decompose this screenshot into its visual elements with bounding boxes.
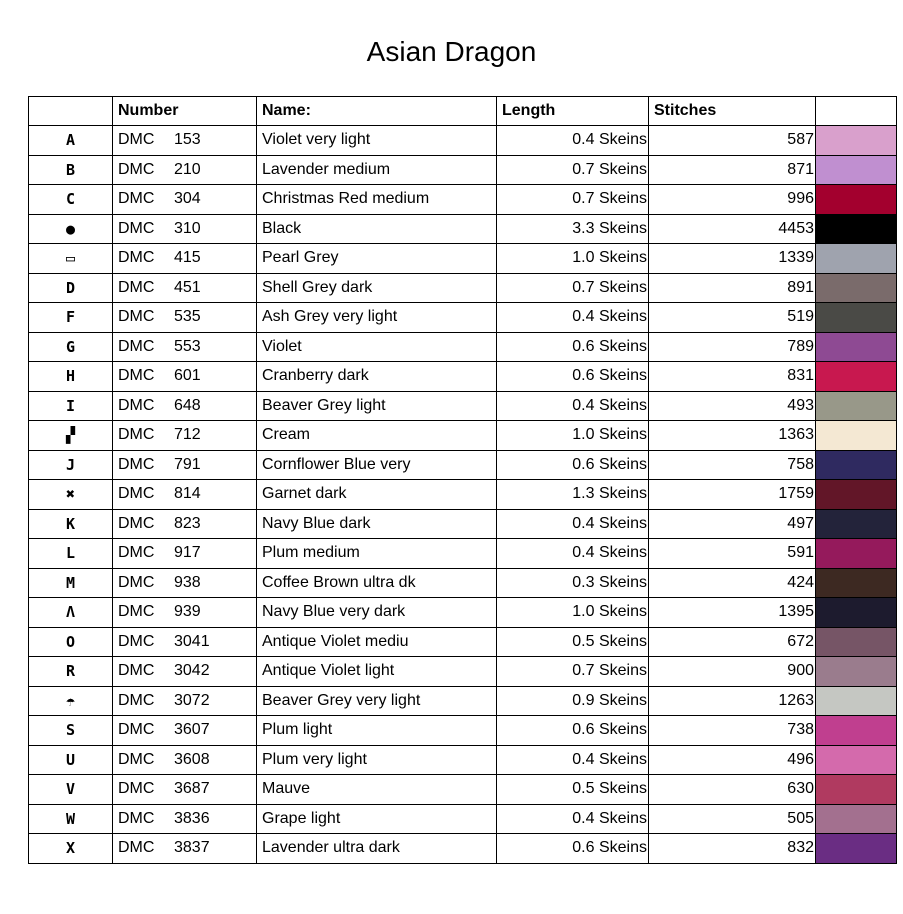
- header-stitches: Stitches: [649, 97, 816, 126]
- color-swatch: [816, 244, 896, 273]
- brand-label: DMC: [118, 780, 155, 798]
- color-swatch: [816, 539, 896, 568]
- stitches-cell: 493: [649, 391, 816, 421]
- floss-code: 304: [174, 190, 201, 208]
- symbol-cell: ☂: [29, 686, 113, 716]
- header-number: Number: [113, 97, 257, 126]
- symbol-cell: J: [29, 450, 113, 480]
- stitches-cell: 497: [649, 509, 816, 539]
- brand-label: DMC: [118, 337, 155, 355]
- length-cell: 0.6 Skeins: [497, 834, 649, 864]
- name-cell: Lavender ultra dark: [257, 834, 497, 864]
- number-cell: [113, 804, 257, 834]
- floss-code: 938: [174, 573, 201, 591]
- table-row: [29, 598, 897, 628]
- stitches-cell: 871: [649, 155, 816, 185]
- floss-table: [28, 96, 897, 864]
- length-cell: 0.4 Skeins: [497, 804, 649, 834]
- color-swatch: [816, 657, 896, 686]
- symbol-cell: ●: [29, 214, 113, 244]
- table-row: [29, 126, 897, 156]
- brand-label: DMC: [118, 839, 155, 857]
- symbol-cell: U: [29, 745, 113, 775]
- symbol-cell: ✖: [29, 480, 113, 510]
- brand-label: DMC: [118, 514, 155, 532]
- symbol-cell: ▭: [29, 244, 113, 274]
- number-cell: [113, 745, 257, 775]
- number-cell: [113, 273, 257, 303]
- brand-label: DMC: [118, 662, 155, 680]
- stitches-cell: 789: [649, 332, 816, 362]
- name-cell: Black: [257, 214, 497, 244]
- table-row: [29, 450, 897, 480]
- brand-label: DMC: [118, 544, 155, 562]
- name-cell: Plum light: [257, 716, 497, 746]
- name-cell: Ash Grey very light: [257, 303, 497, 333]
- number-cell: [113, 627, 257, 657]
- name-cell: Shell Grey dark: [257, 273, 497, 303]
- number-cell: [113, 391, 257, 421]
- length-cell: 0.5 Skeins: [497, 627, 649, 657]
- floss-code: 601: [174, 367, 201, 385]
- table-row: [29, 214, 897, 244]
- length-cell: 0.7 Skeins: [497, 155, 649, 185]
- color-swatch-cell: [816, 421, 897, 451]
- color-swatch-cell: [816, 303, 897, 333]
- table-row: [29, 804, 897, 834]
- length-cell: 0.4 Skeins: [497, 303, 649, 333]
- floss-code: 3687: [174, 780, 210, 798]
- header-length: Length: [497, 97, 649, 126]
- color-swatch: [816, 333, 896, 362]
- color-swatch: [816, 805, 896, 834]
- stitches-cell: 758: [649, 450, 816, 480]
- symbol-cell: X: [29, 834, 113, 864]
- length-cell: 0.9 Skeins: [497, 686, 649, 716]
- name-cell: Navy Blue dark: [257, 509, 497, 539]
- floss-code: 415: [174, 249, 201, 267]
- color-swatch-cell: [816, 391, 897, 421]
- header-name: Name:: [257, 97, 497, 126]
- table-row: [29, 745, 897, 775]
- color-swatch-cell: [816, 775, 897, 805]
- brand-label: DMC: [118, 308, 155, 326]
- table-row: [29, 716, 897, 746]
- color-swatch: [816, 215, 896, 244]
- stitches-cell: 591: [649, 539, 816, 569]
- symbol-cell: S: [29, 716, 113, 746]
- color-swatch: [816, 303, 896, 332]
- color-swatch: [816, 185, 896, 214]
- length-cell: 0.5 Skeins: [497, 775, 649, 805]
- floss-code: 648: [174, 396, 201, 414]
- number-cell: [113, 362, 257, 392]
- color-swatch: [816, 746, 896, 775]
- stitches-cell: 832: [649, 834, 816, 864]
- table-row: [29, 775, 897, 805]
- floss-code: 553: [174, 337, 201, 355]
- stitches-cell: 831: [649, 362, 816, 392]
- floss-code: 3041: [174, 632, 210, 650]
- number-cell: [113, 657, 257, 687]
- floss-code: 939: [174, 603, 201, 621]
- number-cell: [113, 332, 257, 362]
- length-cell: 0.7 Skeins: [497, 273, 649, 303]
- table-row: [29, 273, 897, 303]
- color-swatch-cell: [816, 185, 897, 215]
- color-swatch-cell: [816, 480, 897, 510]
- floss-code: 814: [174, 485, 201, 503]
- symbol-cell: K: [29, 509, 113, 539]
- stitches-cell: 587: [649, 126, 816, 156]
- stitches-cell: 519: [649, 303, 816, 333]
- brand-label: DMC: [118, 603, 155, 621]
- symbol-cell: B: [29, 155, 113, 185]
- stitches-cell: 424: [649, 568, 816, 598]
- symbol-cell: O: [29, 627, 113, 657]
- color-swatch-cell: [816, 509, 897, 539]
- floss-code: 3072: [174, 691, 210, 709]
- floss-code: 3608: [174, 750, 210, 768]
- stitches-cell: 900: [649, 657, 816, 687]
- name-cell: Plum very light: [257, 745, 497, 775]
- length-cell: 0.6 Skeins: [497, 362, 649, 392]
- brand-label: DMC: [118, 691, 155, 709]
- name-cell: Navy Blue very dark: [257, 598, 497, 628]
- table-row: [29, 421, 897, 451]
- number-cell: [113, 303, 257, 333]
- name-cell: Mauve: [257, 775, 497, 805]
- color-swatch-cell: [816, 568, 897, 598]
- symbol-cell: W: [29, 804, 113, 834]
- length-cell: 1.0 Skeins: [497, 598, 649, 628]
- number-cell: [113, 686, 257, 716]
- length-cell: 3.3 Skeins: [497, 214, 649, 244]
- name-cell: Plum medium: [257, 539, 497, 569]
- stitches-cell: 672: [649, 627, 816, 657]
- number-cell: [113, 155, 257, 185]
- number-cell: [113, 185, 257, 215]
- table-row: [29, 362, 897, 392]
- color-swatch-cell: [816, 214, 897, 244]
- brand-label: DMC: [118, 426, 155, 444]
- floss-code: 917: [174, 544, 201, 562]
- name-cell: Antique Violet mediu: [257, 627, 497, 657]
- brand-label: DMC: [118, 249, 155, 267]
- brand-label: DMC: [118, 573, 155, 591]
- color-swatch: [816, 510, 896, 539]
- color-swatch-cell: [816, 598, 897, 628]
- length-cell: 1.3 Skeins: [497, 480, 649, 510]
- symbol-cell: R: [29, 657, 113, 687]
- color-swatch-cell: [816, 362, 897, 392]
- stitches-cell: 4453: [649, 214, 816, 244]
- table-row: [29, 834, 897, 864]
- name-cell: Cranberry dark: [257, 362, 497, 392]
- number-cell: [113, 126, 257, 156]
- brand-label: DMC: [118, 721, 155, 739]
- name-cell: Coffee Brown ultra dk: [257, 568, 497, 598]
- floss-code: 535: [174, 308, 201, 326]
- table-header-row: [29, 97, 897, 126]
- color-swatch-cell: [816, 273, 897, 303]
- floss-code: 210: [174, 160, 201, 178]
- table-row: [29, 539, 897, 569]
- floss-code: 451: [174, 278, 201, 296]
- name-cell: Cream: [257, 421, 497, 451]
- length-cell: 0.6 Skeins: [497, 332, 649, 362]
- brand-label: DMC: [118, 396, 155, 414]
- name-cell: Grape light: [257, 804, 497, 834]
- floss-code: 3837: [174, 839, 210, 857]
- color-swatch: [816, 569, 896, 598]
- table-row: [29, 155, 897, 185]
- color-swatch-cell: [816, 450, 897, 480]
- length-cell: 1.0 Skeins: [497, 244, 649, 274]
- symbol-cell: I: [29, 391, 113, 421]
- number-cell: [113, 509, 257, 539]
- color-swatch-cell: [816, 686, 897, 716]
- number-cell: [113, 480, 257, 510]
- color-swatch: [816, 451, 896, 480]
- length-cell: 0.4 Skeins: [497, 539, 649, 569]
- table-row: [29, 480, 897, 510]
- color-swatch: [816, 687, 896, 716]
- symbol-cell: M: [29, 568, 113, 598]
- brand-label: DMC: [118, 809, 155, 827]
- brand-label: DMC: [118, 485, 155, 503]
- floss-code: 3042: [174, 662, 210, 680]
- number-cell: [113, 244, 257, 274]
- table-row: [29, 568, 897, 598]
- stitches-cell: 1339: [649, 244, 816, 274]
- length-cell: 0.7 Skeins: [497, 185, 649, 215]
- name-cell: Antique Violet light: [257, 657, 497, 687]
- floss-code: 823: [174, 514, 201, 532]
- name-cell: Violet: [257, 332, 497, 362]
- floss-code: 3607: [174, 721, 210, 739]
- symbol-cell: L: [29, 539, 113, 569]
- table-row: [29, 509, 897, 539]
- length-cell: 0.4 Skeins: [497, 126, 649, 156]
- floss-code: 310: [174, 219, 201, 237]
- color-swatch: [816, 362, 896, 391]
- table-row: [29, 185, 897, 215]
- color-swatch-cell: [816, 126, 897, 156]
- color-swatch: [816, 598, 896, 627]
- symbol-cell: Λ: [29, 598, 113, 628]
- floss-code: 3836: [174, 809, 210, 827]
- color-swatch-cell: [816, 244, 897, 274]
- brand-label: DMC: [118, 219, 155, 237]
- color-swatch: [816, 392, 896, 421]
- table-row: [29, 657, 897, 687]
- length-cell: 0.4 Skeins: [497, 509, 649, 539]
- brand-label: DMC: [118, 632, 155, 650]
- color-swatch-cell: [816, 332, 897, 362]
- number-cell: [113, 834, 257, 864]
- stitches-cell: 891: [649, 273, 816, 303]
- table-row: [29, 627, 897, 657]
- stitches-cell: 496: [649, 745, 816, 775]
- color-swatch: [816, 421, 896, 450]
- table-row: [29, 391, 897, 421]
- name-cell: Beaver Grey very light: [257, 686, 497, 716]
- number-cell: [113, 598, 257, 628]
- symbol-cell: ▞: [29, 421, 113, 451]
- length-cell: 0.4 Skeins: [497, 745, 649, 775]
- length-cell: 0.3 Skeins: [497, 568, 649, 598]
- number-cell: [113, 568, 257, 598]
- color-swatch-cell: [816, 539, 897, 569]
- stitches-cell: 1263: [649, 686, 816, 716]
- table-row: [29, 332, 897, 362]
- color-swatch: [816, 156, 896, 185]
- symbol-cell: F: [29, 303, 113, 333]
- color-swatch: [816, 628, 896, 657]
- number-cell: [113, 450, 257, 480]
- header-symbol: [29, 97, 113, 126]
- name-cell: Garnet dark: [257, 480, 497, 510]
- stitches-cell: 630: [649, 775, 816, 805]
- symbol-cell: V: [29, 775, 113, 805]
- color-swatch: [816, 480, 896, 509]
- number-cell: [113, 539, 257, 569]
- symbol-cell: G: [29, 332, 113, 362]
- length-cell: 0.4 Skeins: [497, 391, 649, 421]
- symbol-cell: D: [29, 273, 113, 303]
- floss-code: 153: [174, 131, 201, 149]
- floss-code: 791: [174, 455, 201, 473]
- length-cell: 0.7 Skeins: [497, 657, 649, 687]
- brand-label: DMC: [118, 750, 155, 768]
- stitches-cell: 1395: [649, 598, 816, 628]
- name-cell: Lavender medium: [257, 155, 497, 185]
- table-row: [29, 244, 897, 274]
- color-swatch: [816, 274, 896, 303]
- name-cell: Christmas Red medium: [257, 185, 497, 215]
- color-swatch-cell: [816, 745, 897, 775]
- color-swatch: [816, 834, 896, 863]
- length-cell: 1.0 Skeins: [497, 421, 649, 451]
- brand-label: DMC: [118, 455, 155, 473]
- number-cell: [113, 214, 257, 244]
- floss-code: 712: [174, 426, 201, 444]
- symbol-cell: H: [29, 362, 113, 392]
- brand-label: DMC: [118, 190, 155, 208]
- table-row: [29, 303, 897, 333]
- page-title: Asian Dragon: [366, 36, 537, 67]
- header-color: [816, 97, 897, 126]
- color-swatch: [816, 716, 896, 745]
- number-cell: [113, 716, 257, 746]
- brand-label: DMC: [118, 160, 155, 178]
- number-cell: [113, 421, 257, 451]
- color-swatch-cell: [816, 627, 897, 657]
- color-swatch-cell: [816, 657, 897, 687]
- color-swatch-cell: [816, 155, 897, 185]
- name-cell: Pearl Grey: [257, 244, 497, 274]
- name-cell: Violet very light: [257, 126, 497, 156]
- number-cell: [113, 775, 257, 805]
- length-cell: 0.6 Skeins: [497, 716, 649, 746]
- length-cell: 0.6 Skeins: [497, 450, 649, 480]
- stitches-cell: 1363: [649, 421, 816, 451]
- table-row: [29, 686, 897, 716]
- stitches-cell: 738: [649, 716, 816, 746]
- name-cell: Cornflower Blue very: [257, 450, 497, 480]
- stitches-cell: 996: [649, 185, 816, 215]
- symbol-cell: C: [29, 185, 113, 215]
- brand-label: DMC: [118, 278, 155, 296]
- color-swatch: [816, 775, 896, 804]
- stitches-cell: 505: [649, 804, 816, 834]
- symbol-cell: A: [29, 126, 113, 156]
- name-cell: Beaver Grey light: [257, 391, 497, 421]
- color-swatch: [816, 126, 896, 155]
- color-swatch-cell: [816, 804, 897, 834]
- stitches-cell: 1759: [649, 480, 816, 510]
- brand-label: DMC: [118, 131, 155, 149]
- color-swatch-cell: [816, 716, 897, 746]
- color-swatch-cell: [816, 834, 897, 864]
- brand-label: DMC: [118, 367, 155, 385]
